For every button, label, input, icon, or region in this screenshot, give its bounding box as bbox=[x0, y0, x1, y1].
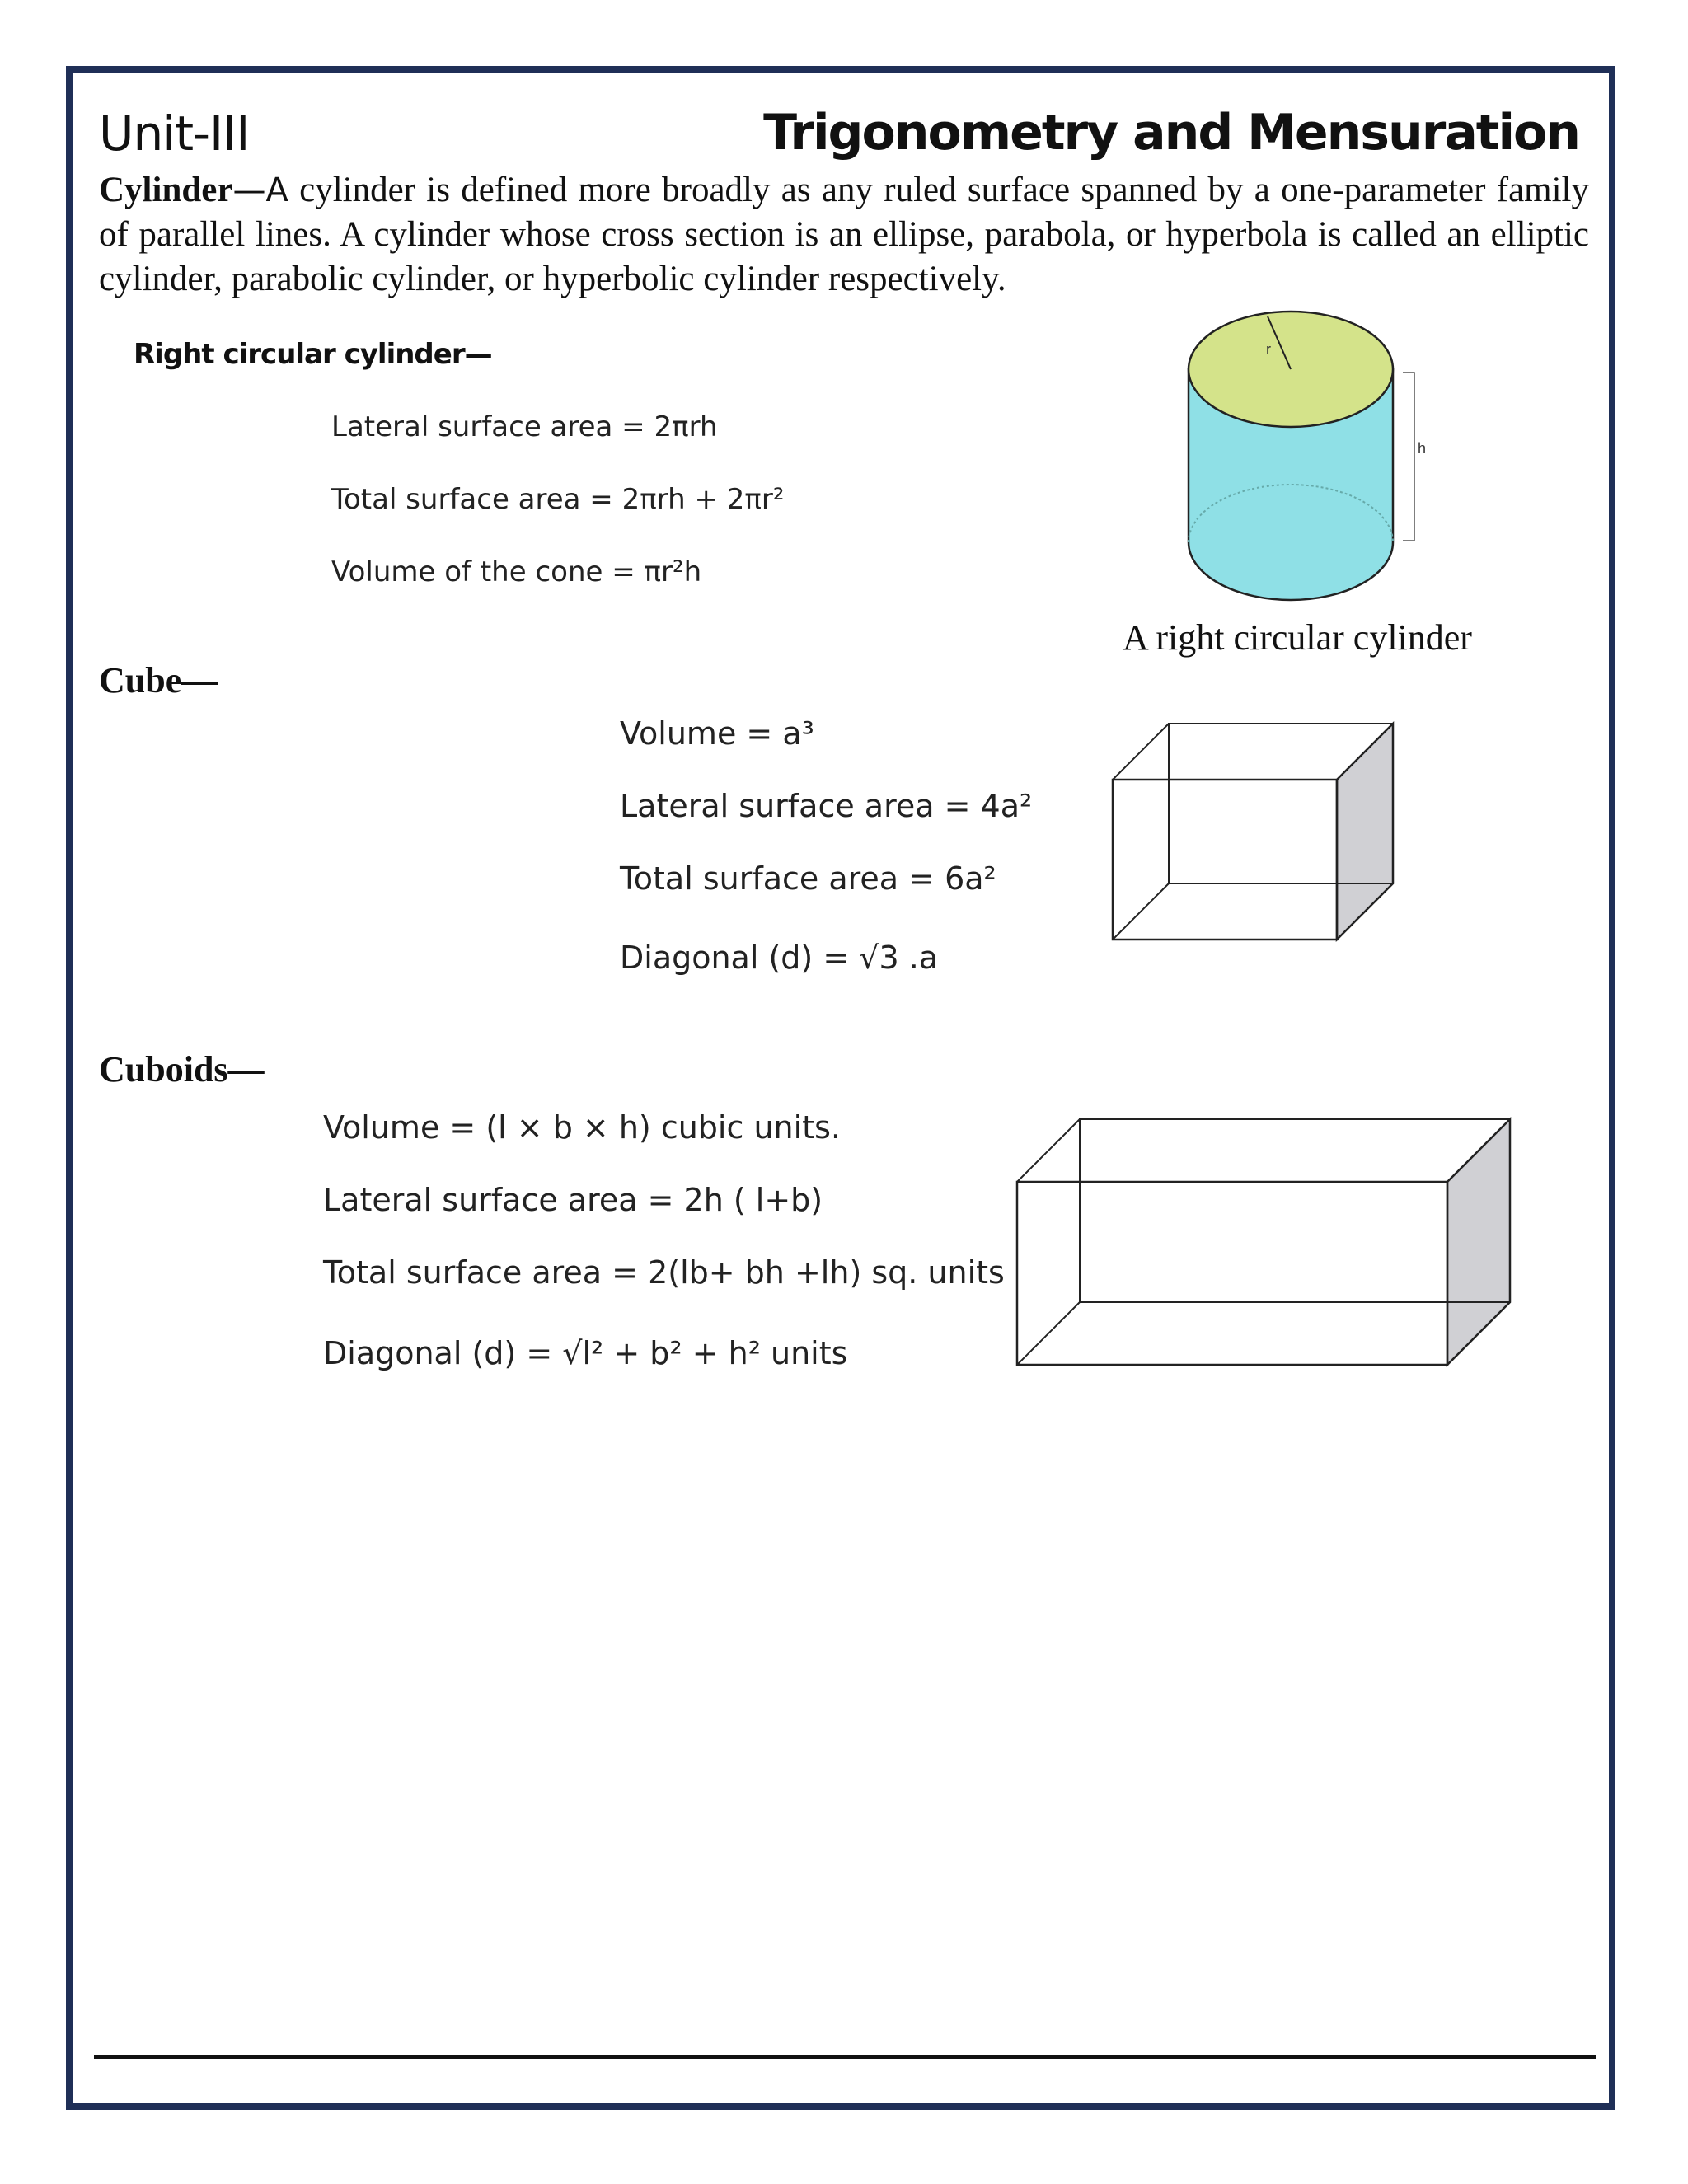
cylinder-height-bracket bbox=[1403, 373, 1414, 541]
right-circular-cylinder-heading: Right circular cylinder— bbox=[134, 338, 492, 371]
cube-diagonal-formula: Diagonal (d) = √3 .a bbox=[620, 940, 939, 976]
cylinder-intro-text: cylinder is defined more broadly as any ruled surface spanned by a one-parameter family of parallel lines. A cylinder whose cross section is an ellipse, parabola, or hyperbola is called an elliptic cylinder, parabolic cylinder, or hyperbolic cylinder respectively. bbox=[99, 171, 1589, 298]
cuboid-diagonal-formula: Diagonal (d) = √l² + b² + h² units bbox=[323, 1335, 848, 1371]
cylinder-caption: A right circular cylinder bbox=[1123, 617, 1472, 658]
cylinder-lateral-surface-formula: Lateral surface area = 2πrh bbox=[331, 410, 718, 443]
footer-rule bbox=[94, 2055, 1596, 2059]
cuboid-lateral-surface-formula: Lateral surface area = 2h ( l+b) bbox=[323, 1182, 823, 1218]
cylinder-heading: Cylinder bbox=[99, 171, 233, 209]
cube-lateral-surface-formula: Lateral surface area = 4a² bbox=[620, 788, 1033, 824]
cube-front-face bbox=[1113, 780, 1337, 940]
cube-total-surface-formula: Total surface area = 6a² bbox=[620, 860, 996, 897]
page-title: Trigonometry and Mensuration bbox=[763, 104, 1579, 162]
cylinder-dash: —A bbox=[232, 171, 288, 209]
cylinder-radius-label: r bbox=[1266, 341, 1271, 358]
cuboid-figure bbox=[1009, 1113, 1520, 1376]
cylinder-intro-paragraph bbox=[99, 168, 1589, 302]
cube-volume-formula: Volume = a³ bbox=[620, 715, 814, 752]
cuboid-back-face bbox=[1080, 1119, 1510, 1302]
cuboid-front-face bbox=[1017, 1182, 1447, 1365]
cube-side-face bbox=[1337, 724, 1393, 940]
cube-heading: Cube— bbox=[99, 660, 218, 701]
unit-label: Unit-III bbox=[99, 105, 250, 162]
cuboid-side-face bbox=[1447, 1119, 1510, 1365]
cylinder-volume-formula: Volume of the cone = πr²h bbox=[331, 555, 702, 588]
cube-figure bbox=[1104, 715, 1401, 954]
cuboid-volume-formula: Volume = (l × b × h) cubic units. bbox=[323, 1109, 841, 1146]
cylinder-total-surface-formula: Total surface area = 2πrh + 2πr² bbox=[331, 483, 785, 516]
cuboid-total-surface-formula: Total surface area = 2(lb+ bh +lh) sq. units bbox=[323, 1254, 1005, 1291]
cylinder-figure bbox=[1170, 297, 1451, 618]
cylinder-height-label: h bbox=[1418, 440, 1427, 457]
cuboid-heading: Cuboids— bbox=[99, 1049, 265, 1090]
